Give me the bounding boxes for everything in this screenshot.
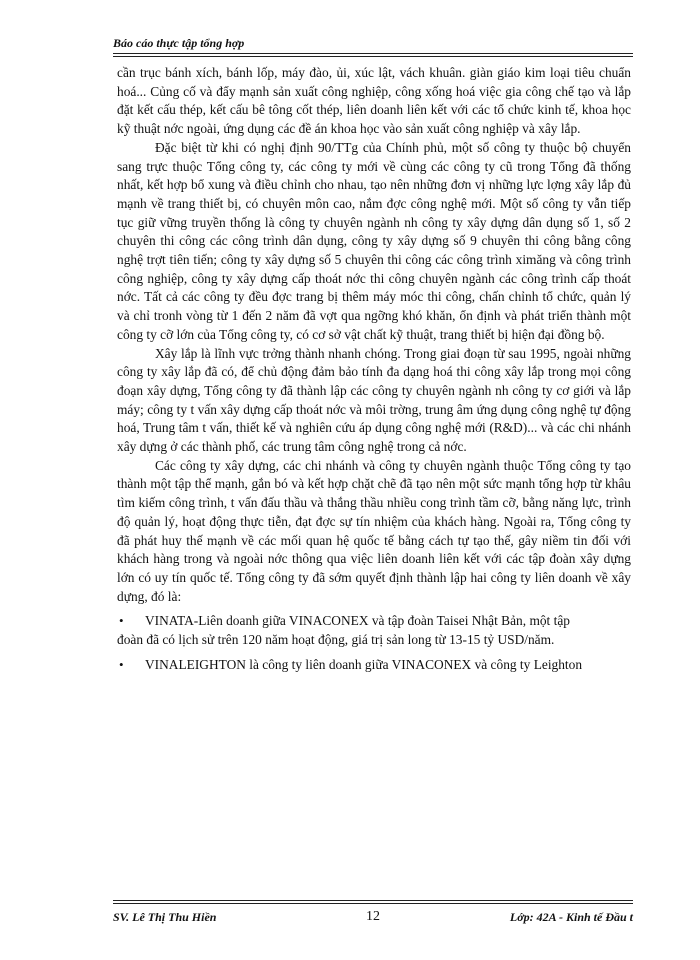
bullet-item-2-text: VINALEIGHTON là công ty liên doanh giữa VINACONEX và công ty Leighton <box>145 656 583 672</box>
paragraph-3: Xây lắp là lĩnh vực trởng thành nhanh chóng. Trong giai đoạn từ sau 1995, ngoài những công ty xây lắp đã có, để chủ động đảm bảo tính đa dạng hoá thi công xây lắp trong mọi công đoạn xây dựng, Tổng công ty đã thành lập các công ty chuyên ngành nh công ty cơ giới và lắp máy; công ty t vấn xây dựng cấp thoát nớc và môi trờng, trung âm ứng dụng công nghệ tự động hoá, Trung tâm t vấn, thiết kế và nghiên cứu áp dụng công nghệ mới (R&D)... và các chi nhánh xây dựng ở các thành phố, các trung tâm công nghệ trong cả nớc. <box>117 345 631 455</box>
page-header <box>113 36 633 54</box>
bullet-item-1-continuation: đoàn đã có lịch sử trên 120 năm hoạt động, giá trị sản long từ 13-15 tỷ USD/năm. <box>117 632 555 648</box>
header-title: Báo cáo thực tập tổng hợp <box>113 36 245 50</box>
bullet-item-1-text: VINATA-Liên doanh giữa VINACONEX và tập đoàn Taisei Nhật Bản, một tập <box>145 613 570 629</box>
bullet-icon: • <box>119 656 124 672</box>
paragraph-2: Đặc biệt từ khi có nghị định 90/TTg của Chính phủ, một số công ty thuộc bộ chuyển sang trực thuộc Tổng công ty, các công ty mới về cùng các công ty cũ trong Tổng đã thống nhất, kết hợp bổ xung và điều chỉnh cho nhau, tạo nên những đơn vị những lực lợng xây lắp đủ mạnh về trang thiết bị, có chuyên môn cao, nắm đợc công nghệ mới. Một số công ty vẫn tiếp tục giữ vững truyền thống là công ty chuyên ngành nh công ty xây dựng dân dụng số 1, số 2 chuyên thi công các công trình dân dụng, công ty xây dựng số 9 chuyên thi công bằng công nghệ trợt tiên tiến; công ty xây dựng số 5 chuyên thi công các công trình ximăng và công trình công nghiệp, công ty xây dựng cấp thoát nớc thi công chuyên ngành các công trình cấp thoát nớc. Tất cả các công ty đều đợc trang bị thêm máy móc thi công, chấn chỉnh tổ chức, quản lý và chỉ tronh vòng từ 1 đến 2 năm đã vợt qua ngỡng khó khăn, ổn định và phát triển thành một công ty cỡ lớn của Tổng công ty, có cơ sở vật chất kỹ thuật, trang thiết bị hiện đại đồng bộ. <box>117 139 631 342</box>
paragraph-4: Các công ty xây dựng, các chi nhánh và công ty chuyên ngành thuộc Tổng công ty tạo thành một tập thể mạnh, gắn bó và kết hợp chặt chẽ đã tạo nên một sức mạnh tổng hợp từ khâu tìm kiếm công trình, t vấn đấu thầu và thắng thầu nhiều cong trình tầm cỡ, bằng năng lực, trình độ quản lý, hoạt động thực tiễn, đạt đợc sự tín nhiệm của khách hàng. Ngoài ra, Tổng công ty đã phát huy thế mạnh về các mối quan hệ quốc tế bằng cách tự tạo thế, gây niềm tin đối với khách hàng trong và ngoài nớc thông qua việc liên doanh liên kết với các tập đoàn xây dựng lớn có uy tín quốc tế. Tổng công ty đã sớm quyết định thành lập hai công ty liên doanh về xây dựng, đó là: <box>117 457 631 604</box>
bullet-icon: • <box>119 613 124 629</box>
bullet-item-1 <box>117 612 631 631</box>
paragraph-1: cần trục bánh xích, bánh lốp, máy đào, ủi, xúc lật, vách khuân. giàn giáo kim loại tiêu chuẩn hoá... Củng cố và đẩy mạnh sản xuất công nghiệp, công xống hoá việc gia công chế tạo và lắp đặt kết cấu thép, kết cấu bê tông cốt thép, liên doanh liên kết với các tổ chức kinh tế, khoa học kỹ thuật nớc ngoài, ứng dụng các đề án khoa học vào sản xuất công nghiệp và xây lắp. <box>117 65 631 137</box>
page-body <box>117 64 631 675</box>
page-footer <box>113 903 633 930</box>
footer-class: Lớp: 42A - Kinh tế Đầu t <box>509 910 633 924</box>
footer-author: SV. Lê Thị Thu Hiền <box>113 910 217 924</box>
bullet-item-2 <box>117 656 631 675</box>
page-number: 12 <box>366 909 380 924</box>
